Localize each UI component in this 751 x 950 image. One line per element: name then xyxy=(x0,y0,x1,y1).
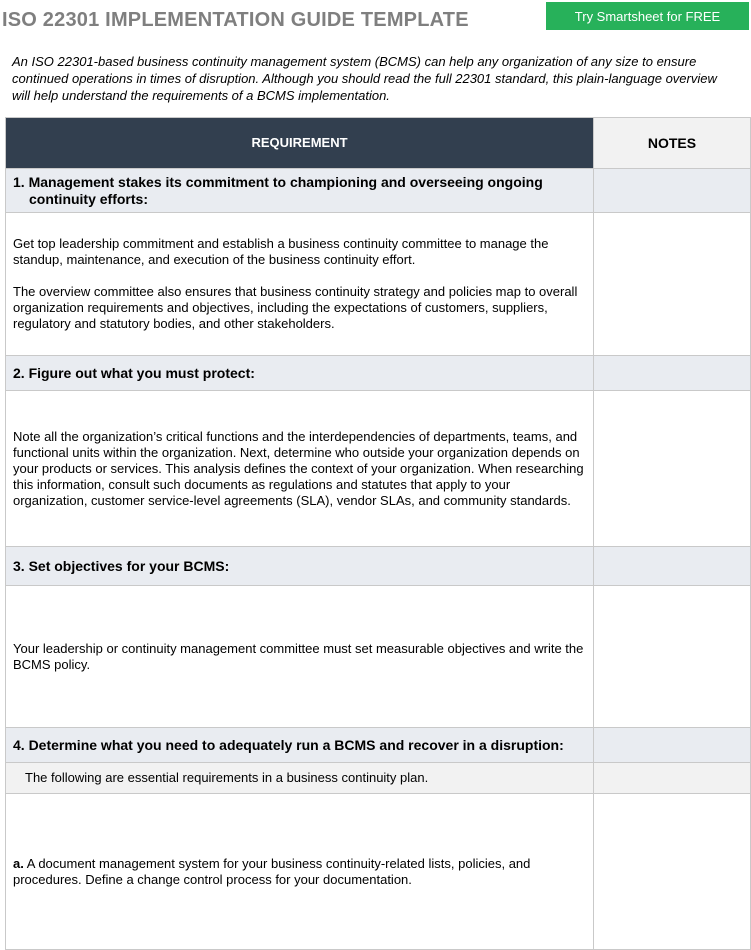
column-header-notes: NOTES xyxy=(594,118,751,169)
section-2-notes-cell[interactable] xyxy=(594,356,751,391)
section-3-heading-row xyxy=(6,547,751,586)
section-2-paragraph-1: Note all the organization’s critical functions and the interdependencies of departments, teams, and functional units within the organization. Next, determine who outside your organization depends on your products or services. This analysis defines the context of your organization. When researching this information, consult such documents as regulations and statutes that apply to your organization, customer service-level agreements (SLA), vendor SLAs, and community standards. xyxy=(13,428,584,508)
intro-text: An ISO 22301-based business continuity management system (BCMS) can help any organization of any size to ensure continued operations in times of disruption. Although you should read the full 22301 standard, this plain-language overview will help understand the requirements of a BCMS implementation. xyxy=(12,54,717,103)
section-3-body-row xyxy=(6,586,751,728)
section-3-paragraph-1: Your leadership or continuity management committee must set measurable objectives and write the BCMS policy. xyxy=(13,640,584,672)
requirements-table xyxy=(5,117,751,950)
section-1-notes-cell[interactable] xyxy=(594,169,751,213)
column-header-requirement: REQUIREMENT xyxy=(6,118,594,169)
section-1-heading: 1. Management stakes its commitment to championing and overseeing ongoing continuity efforts: xyxy=(13,174,543,207)
section-4-item-a-row xyxy=(6,794,751,950)
section-2-heading: 2. Figure out what you must protect: xyxy=(13,365,255,381)
item-a-text: A document management system for your business continuity-related lists, policies, and procedures. Define a change control process for your documentation. xyxy=(13,855,531,887)
section-3-heading: 3. Set objectives for your BCMS: xyxy=(13,558,230,574)
section-1-paragraph-1: Get top leadership commitment and establish a business continuity committee to manage the standup, maintenance, and execution of the business continuity effort. xyxy=(13,236,549,267)
table-header-row xyxy=(6,118,751,169)
section-3-notes-cell[interactable] xyxy=(594,547,751,586)
page-title: ISO 22301 IMPLEMENTATION GUIDE TEMPLATE xyxy=(2,9,469,31)
section-3-notes-body-cell[interactable] xyxy=(594,586,751,728)
section-1-paragraph-2: The overview committee also ensures that business continuity strategy and policies map to overall organization requirements and objectives, including the expectations of customers, suppliers, regulatory and statutory bodies, and other stakeholders. xyxy=(13,284,578,331)
section-4-item-a xyxy=(13,856,586,888)
section-4-heading-row xyxy=(6,728,751,763)
try-smartsheet-button[interactable]: Try Smartsheet for FREE xyxy=(546,2,749,30)
section-1-heading-row xyxy=(6,169,751,213)
section-4-heading: 4. Determine what you need to adequately run a BCMS and recover in a disruption: xyxy=(13,737,564,753)
section-4-subheading: The following are essential requirements in a business continuity plan. xyxy=(25,770,429,785)
section-4-item-a-notes-cell[interactable] xyxy=(594,794,751,950)
section-4-subheading-notes-cell[interactable] xyxy=(594,763,751,794)
section-2-body-row xyxy=(6,391,751,547)
section-2-notes-body-cell[interactable] xyxy=(594,391,751,547)
item-a-letter: a. xyxy=(13,855,24,871)
section-4-notes-cell[interactable] xyxy=(594,728,751,763)
section-1-body-row xyxy=(6,213,751,356)
section-2-heading-row xyxy=(6,356,751,391)
section-1-notes-body-cell[interactable] xyxy=(594,213,751,356)
section-4-subheading-row xyxy=(6,763,751,794)
